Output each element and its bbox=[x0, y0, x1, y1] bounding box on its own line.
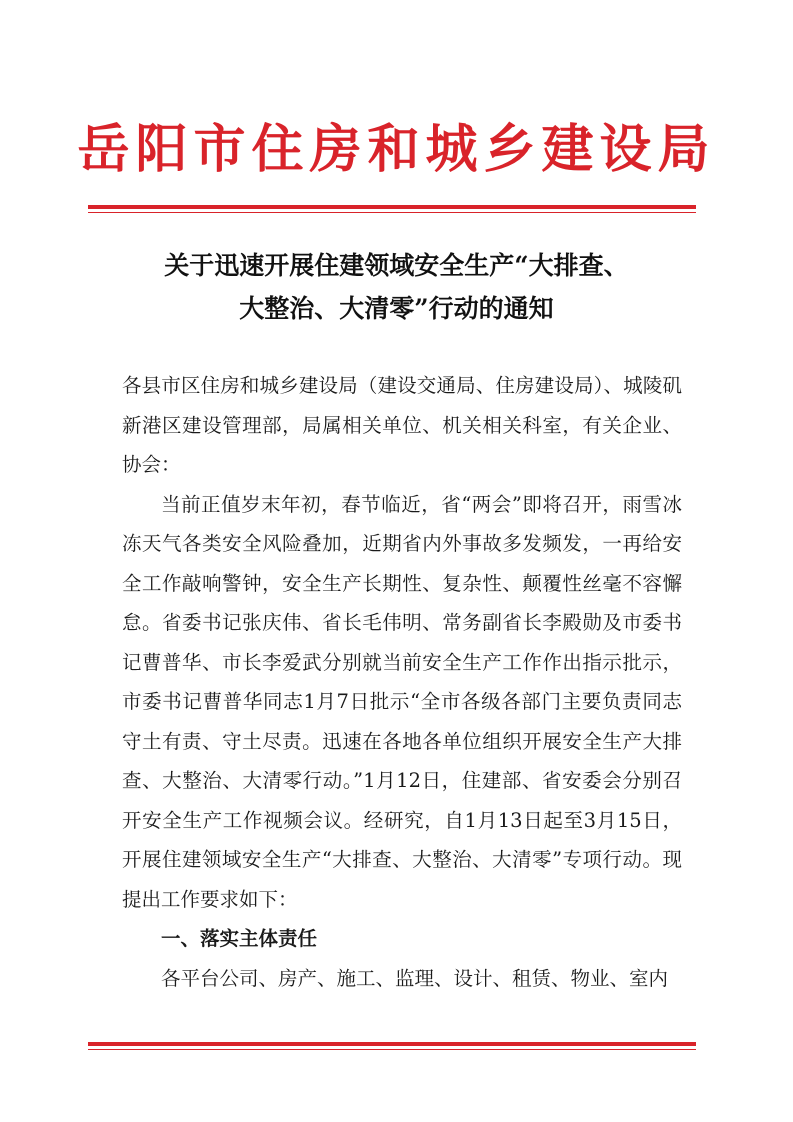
body-paragraph-2: 各平台公司、房产、施工、监理、设计、租赁、物业、室内 bbox=[161, 966, 669, 990]
letterhead-red-rule-thick bbox=[88, 205, 696, 209]
letterhead-title: 岳阳市住房和城乡建设局 bbox=[77, 119, 716, 180]
document-title-line2: 大整治、大清零”行动的通知 bbox=[239, 294, 554, 323]
addressee-paragraph: 各县市区住房和城乡建设局（建设交通局、住房建设局）、城陵矶新港区建设管理部，局属相关单位、机关相关科室，有关企业、协会： bbox=[122, 374, 682, 476]
footer-red-rule-thick bbox=[88, 1042, 696, 1046]
body-paragraph-1: 当前正值岁末年初，春节临近，省“两会”即将召开，雨雪冰冻天气各类安全风险叠加，近期省内外事故多发频发，一再给安全工作敲响警钟，安全生产长期性、复杂性、颠覆性丝毫不容懈怠。省委书记张庆伟、省长毛伟明、常务副省长李殿勋及市委书记曹普华、市长李爱武分别就当前安全生产工作作出指示批示，市委书记曹普华同志1月7日批示“全市各级各部门主要负责同志守土有责、守土尽责。迅速在各地各单位组织开展安全生产大排查、大整治、大清零行动。”1月12日，住建部、省安委会分别召开安全生产工作视频会议。经研究，自1月13日起至3月15日，开展住建领域安全生产“大排查、大整治、大清零”专项行动。现提出工作要求如下： bbox=[122, 492, 682, 911]
letterhead-red-rule-thin bbox=[88, 212, 696, 213]
section-heading-1: 一、落实主体责任 bbox=[161, 927, 318, 950]
footer-red-rule-thin bbox=[88, 1049, 696, 1050]
document-body bbox=[122, 366, 682, 998]
document-title-line1: 关于迅速开展住建领域安全生产“大排查、 bbox=[164, 251, 629, 280]
